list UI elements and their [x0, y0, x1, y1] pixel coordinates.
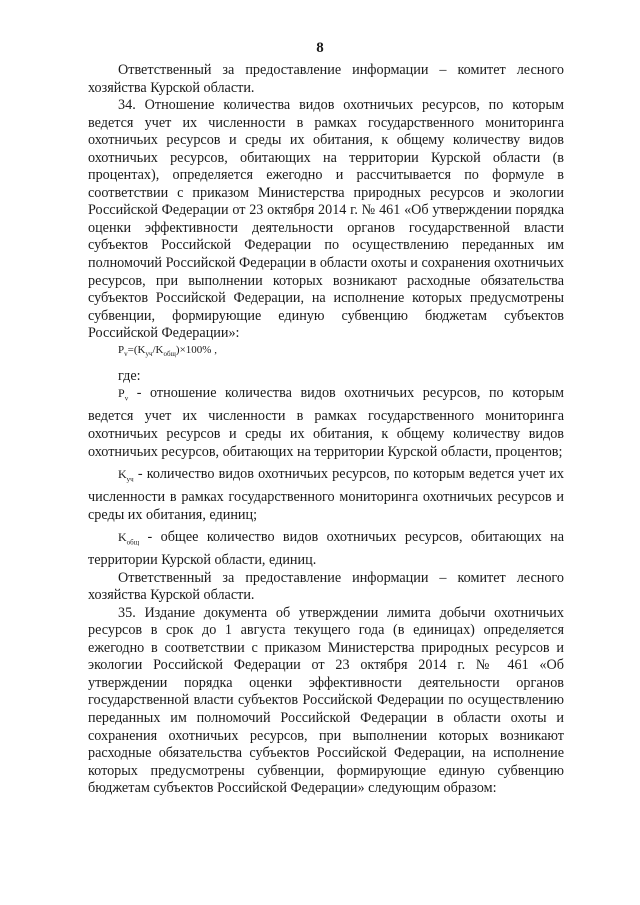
symbol-kobsh	[118, 530, 140, 547]
definition-pv	[88, 385, 564, 461]
symbol-kobsh-letter: K	[118, 530, 127, 545]
formula-rhs: )×100% ,	[175, 343, 217, 356]
symbol-pv-letter: P	[118, 386, 125, 401]
symbol-kobsh-sub: общ	[126, 538, 140, 547]
definition-kuch-text: - количество видов охотничьих ресурсов, по которым ведется учет их численности в рамках государственного мониторинга охотничьих ресурсов и среды их обитания, единиц;	[88, 466, 564, 523]
symbol-kuch-sub: уч	[126, 475, 134, 484]
formula-sub-kuch: уч	[145, 349, 153, 358]
definition-kobsh-text: - общее количество видов охотничьих ресурсов, обитающих на территории Курской области, единиц.	[88, 529, 564, 569]
responsible-note-2: Ответственный за предоставление информации – комитет лесного хозяйства Курской области.	[88, 569, 564, 604]
formula-slash: /K	[152, 343, 164, 356]
document-body	[88, 62, 564, 798]
formula-pv	[118, 343, 564, 362]
definition-kobsh	[88, 529, 564, 569]
symbol-kuch	[118, 467, 134, 484]
symbol-kuch-letter: K	[118, 467, 127, 482]
responsible-note-1: Ответственный за предоставление информации – комитет лесного хозяйства Курской области.	[88, 62, 564, 96]
paragraph-34: 34. Отношение количества видов охотничьих ресурсов, по которым ведется учет их численности в рамках государственного мониторинга охотничьих ресурсов и среды их обитания, к общему количеству видов охотничьих ресурсов, обитающих на территории Курской области (в процентах), определяется ежегодно и рассчитывается по формуле в соответствии с приказом Министерства природных ресурсов и экологии Российской Федерации от 23 октября 2014 г. № 461 «Об утверждении порядка оценки эффективности деятельности органов государственной власти субъектов Российской Федерации по осуществлению переданных им полномочий Российской Федерации в области охоты и сохранения охотничьих ресурсов, при выполнении которых возникают расходные обязательства субъектов Российской Федерации, на исполнение которых предусмотрены субвенции, формирующие единую субвенцию бюджетам субъектов Российской Федерации»:	[88, 97, 564, 342]
formula-sub-kobsh: общ	[163, 349, 176, 358]
formula-lhs: P	[118, 343, 125, 356]
where-label: где:	[118, 367, 141, 384]
paragraph-35: 35. Издание документа об утверждении лимита добычи охотничьих ресурсов в срок до 1 августа текущего года (в единицах) определяется ежегодно в соответствии с приказом Министерства природных ресурсов и экологии Российской Федерации от 23 октября 2014 г. № 461 «Об утверждении порядка оценки эффективности деятельности органов государственной власти субъектов Российской Федерации по осуществлению переданных им полномочий Российской Федерации в области охоты и сохранения охотничьих ресурсов, при выполнении которых возникают расходные обязательства субъектов Российской Федерации, на исполнение которых предусмотрены субвенции, формирующие единую субвенцию бюджетам субъектов Российской Федерации» следующим образом:	[88, 604, 564, 797]
symbol-pv-sub: v	[124, 394, 129, 403]
symbol-pv	[118, 386, 129, 403]
definition-kuch	[88, 466, 564, 524]
formula-lhs-sub: v	[124, 349, 128, 358]
formula-mid: =(K	[127, 343, 146, 356]
page-number: 8	[316, 40, 324, 56]
definition-pv-text: - отношение количества видов охотничьих ресурсов, по которым ведется учет их численности в рамках государственного мониторинга охотничьих ресурсов и среды их обитания, к общему количеству видов охотничьих ресурсов, обитающих на территории Курской области, процентов;	[88, 385, 564, 460]
